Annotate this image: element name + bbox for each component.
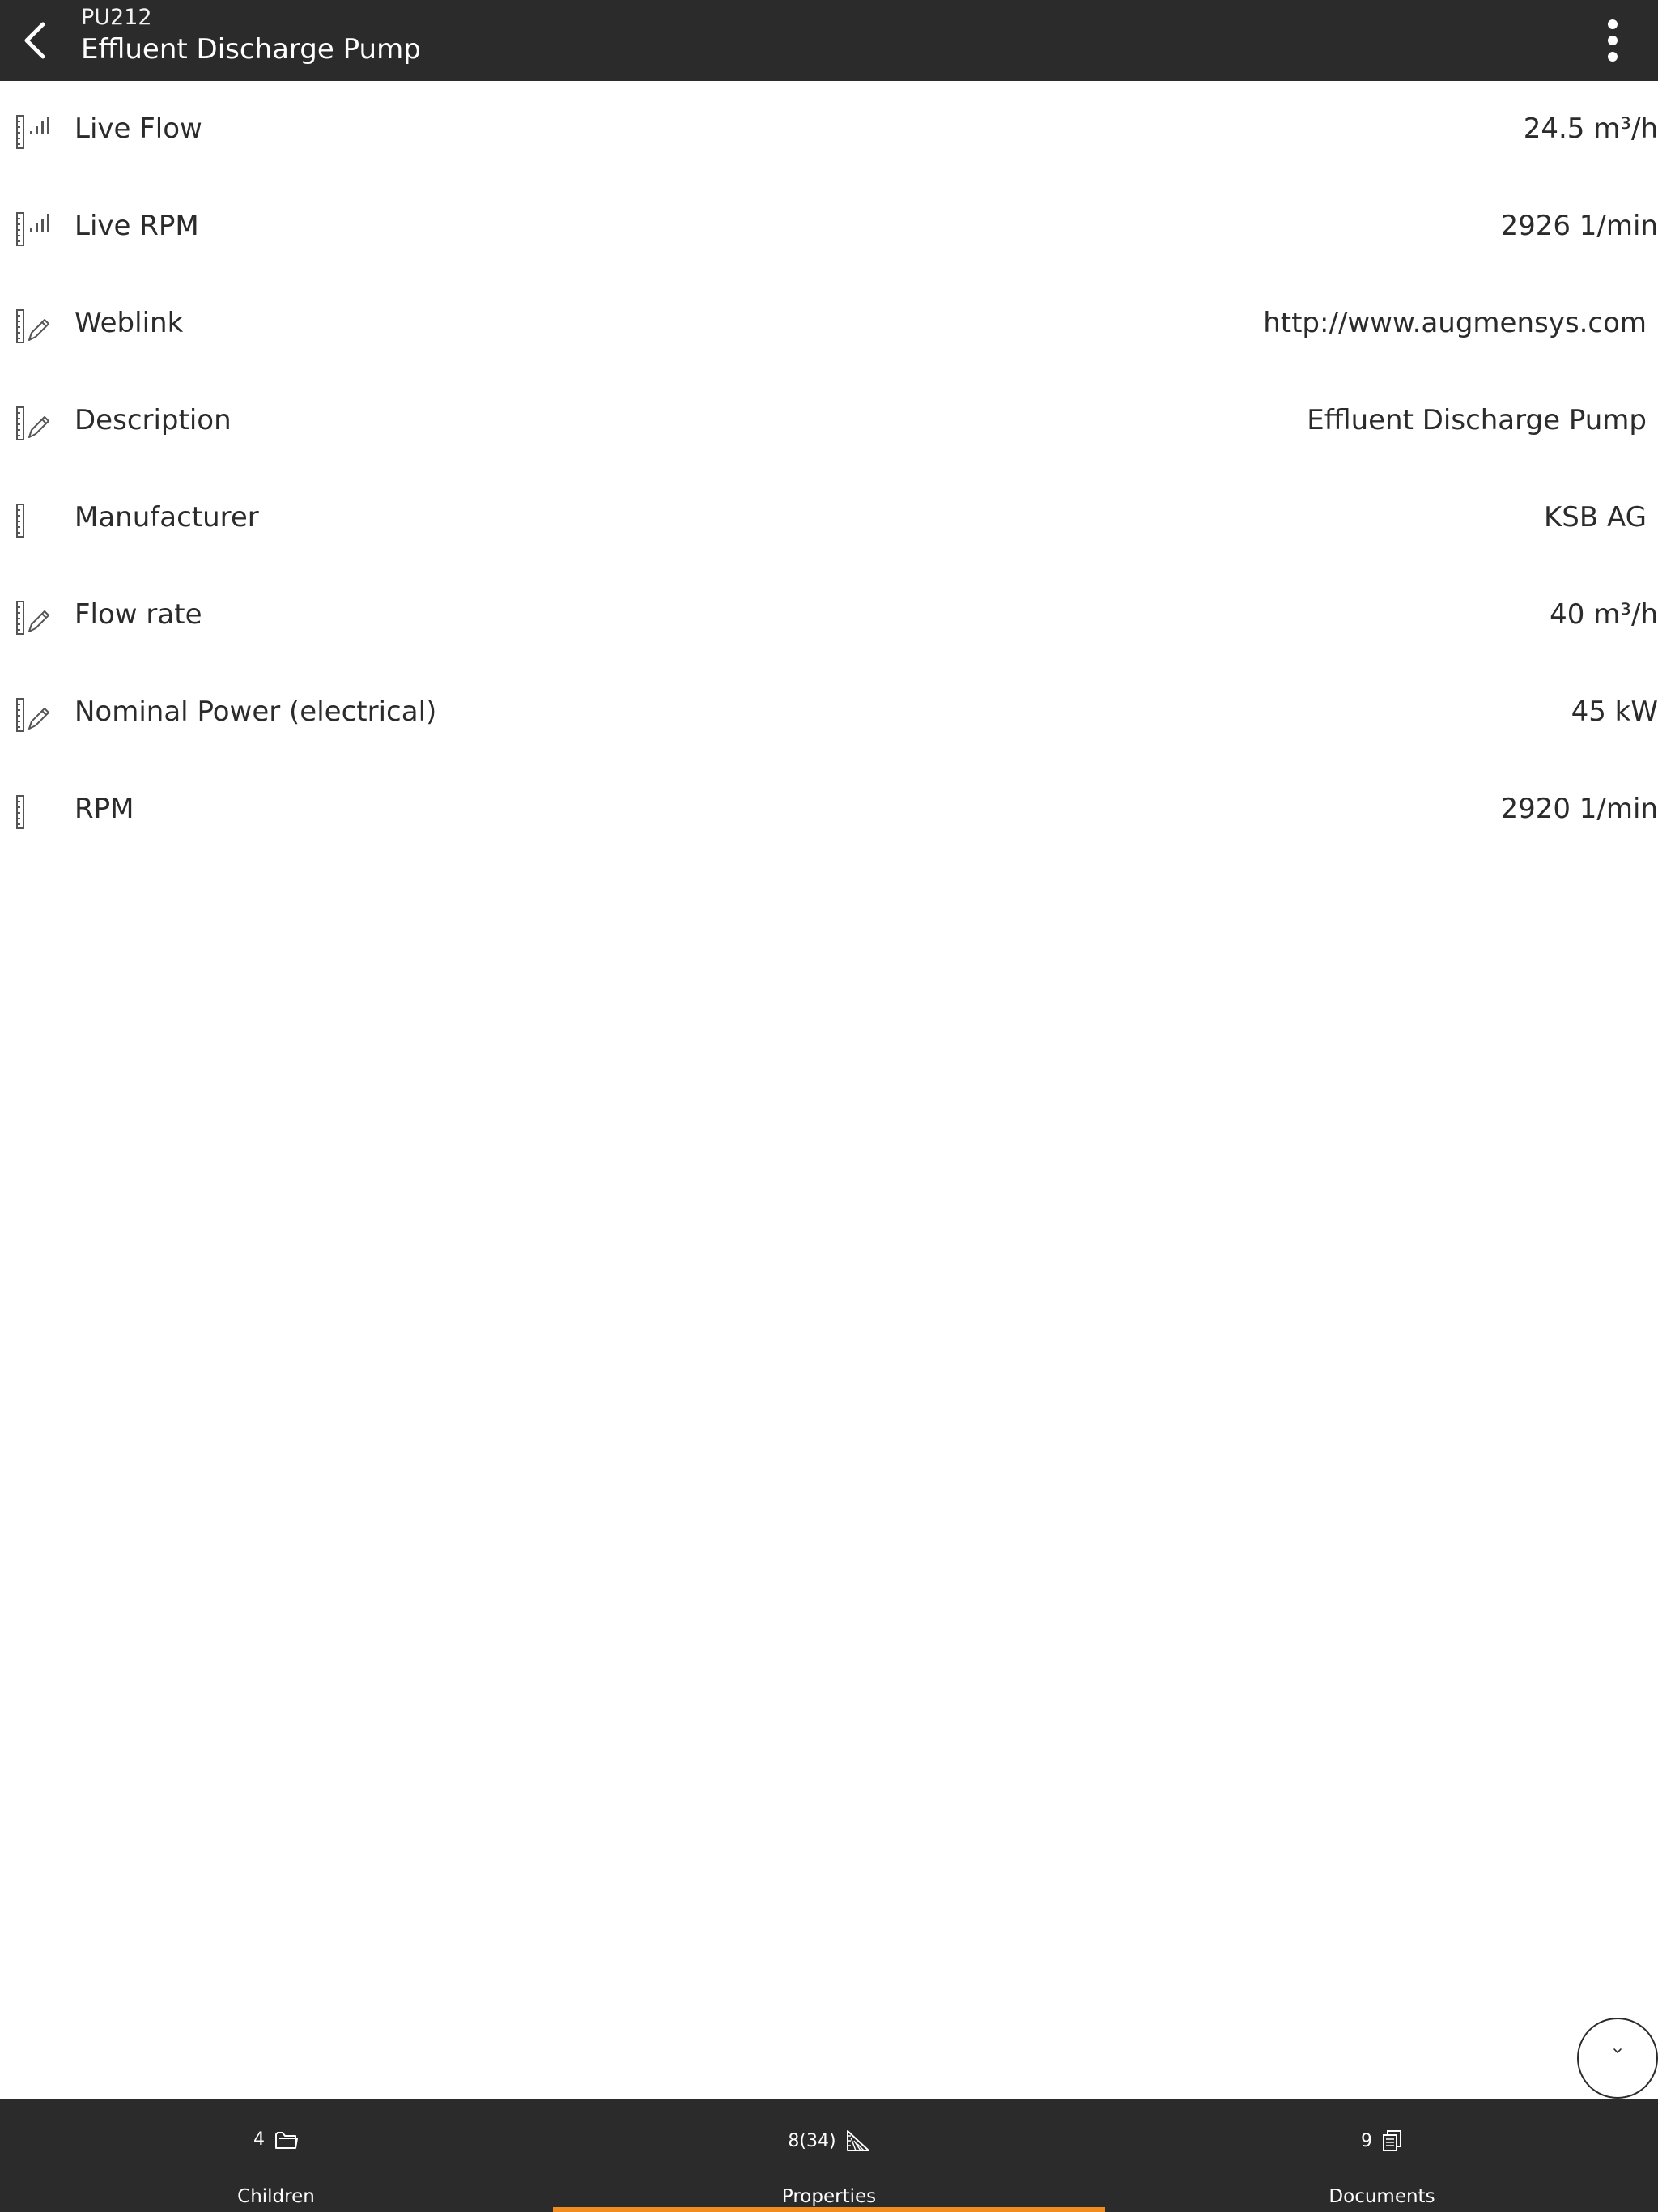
more-menu-button[interactable] [1584,11,1642,70]
editable-property-icon [15,405,52,442]
property-row[interactable] [0,664,1658,761]
property-row[interactable] [0,470,1658,567]
active-tab-indicator [553,2207,1105,2212]
property-label: Nominal Power (electrical) [74,696,437,728]
property-value: Effluent Discharge Pump [1307,404,1647,436]
property-label: Live RPM [74,210,199,242]
property-row[interactable] [0,81,1658,178]
tab-header [0,2129,552,2150]
property-value: 2920 1/min [1500,793,1658,825]
property-value: 2926 1/min [1500,210,1658,242]
live-sensor-icon [15,211,52,248]
chevron-down-icon [1612,2047,1623,2055]
bottom-tab-bar [0,2099,1658,2212]
property-label: Manufacturer [74,501,259,534]
editable-property-icon [15,696,52,734]
property-label: Weblink [74,307,184,339]
back-button[interactable] [6,11,63,70]
chevron-left-icon [19,20,51,61]
documents-icon [1382,2129,1403,2152]
live-sensor-icon [15,113,52,151]
property-label: Live Flow [74,113,202,145]
property-value: 45 kW [1571,696,1658,728]
tab-label: Properties [781,2186,877,2207]
property-icon [15,793,52,831]
app-bar [0,0,1658,81]
tab-count: 8(34) [788,2130,836,2151]
property-label: Description [74,404,232,436]
property-row[interactable] [0,761,1658,858]
ruler-icon [846,2129,870,2152]
more-vertical-icon [1605,18,1621,63]
folder-icon [274,2130,299,2150]
tab-label: Documents [1329,2186,1435,2207]
tab-header [1106,2129,1658,2152]
title-block [81,5,421,68]
object-code: PU212 [81,5,152,30]
tab-label: Children [237,2186,315,2207]
page-title: Effluent Discharge Pump [81,33,421,66]
property-value: KSB AG [1543,501,1647,534]
tab-count: 9 [1361,2130,1372,2151]
property-label: RPM [74,793,134,825]
tab-header [553,2129,1105,2152]
tab-documents[interactable] [1106,2099,1658,2212]
property-row[interactable] [0,372,1658,470]
tab-count: 4 [253,2129,265,2150]
property-row[interactable] [0,275,1658,372]
property-value: 40 m³/h [1550,598,1658,631]
weblink-value[interactable]: http://www.augmensys.com [1263,307,1647,339]
tab-properties[interactable] [553,2099,1105,2212]
property-list [0,81,1658,858]
property-icon [15,502,52,539]
property-row[interactable] [0,567,1658,664]
editable-property-icon [15,599,52,636]
property-label: Flow rate [74,598,202,631]
property-value: 24.5 m³/h [1523,113,1658,145]
scroll-down-button[interactable] [1577,2018,1658,2099]
editable-property-icon [15,308,52,345]
tab-children[interactable] [0,2099,552,2212]
property-row[interactable] [0,178,1658,275]
